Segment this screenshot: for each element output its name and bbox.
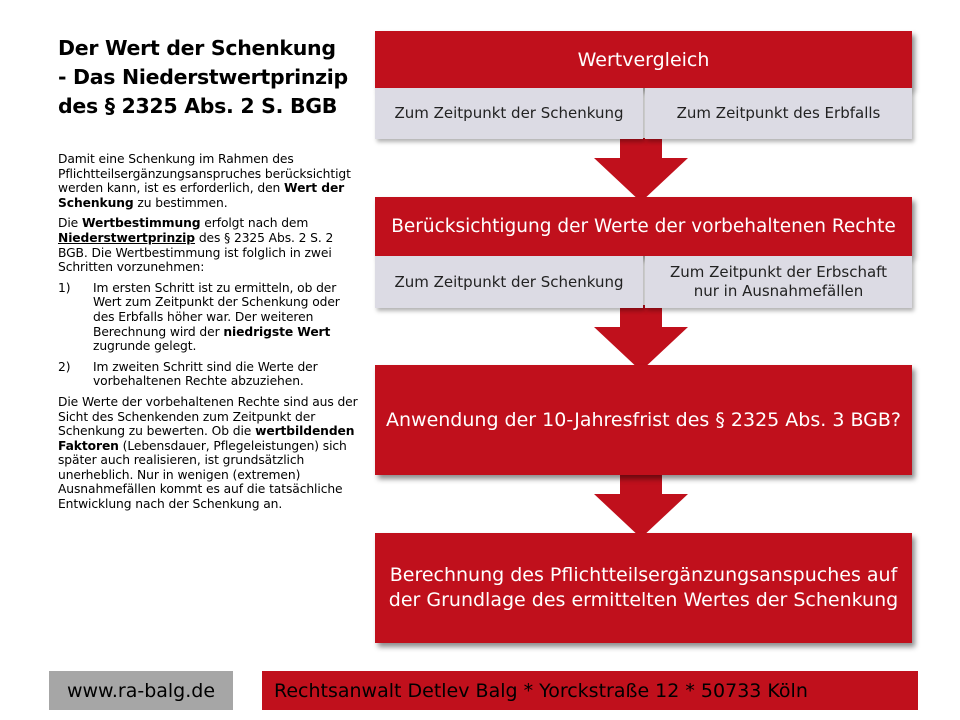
paragraph-2-text-e: des § 2325 Abs. 2 S. 2 BGB. Die Wertbestimmung ist folglich in zwei Schritten vorzunehmen: [58,230,334,275]
flow-box-label: Berücksichtigung der Werte der vorbehaltenen Rechte [391,216,896,237]
list-item-1-bold: niedrigste Wert [223,324,331,339]
flow-arrow-down-icon [594,470,688,538]
flow-sub-box [375,256,643,308]
paragraph-2-text-a: Die [58,216,82,231]
flow-box-label: Berechnung des Pflichtteilsergänzungsanspuches auf [389,564,898,586]
flow-box-wertvergleich [375,31,912,88]
paragraph-2-bold-underline: Niederstwertprinzip [58,230,196,245]
flow-sub-box-label: Zum Zeitpunkt des Erbfalls [676,104,881,122]
footer-address-text: Rechtsanwalt Detlev Balg * Yorckstraße 12 * 50733 Köln [274,679,808,702]
list-item-1-text-c: zugrunde gelegt. [93,339,197,354]
body-text [58,152,358,518]
paragraph-1 [58,152,358,210]
flow-sub-box-label: nur in Ausnahmefällen [693,282,864,300]
flow-box-jahresfrist [375,365,912,475]
page-title [58,34,358,121]
flow-sub-box-label: Zum Zeitpunkt der Erbschaft [669,263,888,281]
flow-box-berechnung [375,533,912,643]
title-line-2: - Das Niederstwertprinzip [58,65,348,89]
footer-address [262,671,918,710]
paragraph-3 [58,395,358,512]
flow-box-vorbehaltene-rechte [375,197,912,256]
paragraph-2-bold-1: Wertbestimmung [81,216,201,231]
paragraph-3-text-c: (Lebensdauer, Pflegeleistungen) sich später auch realisieren, ist grundsätzlich unerheblich. Nur in wenigen (extremen) Ausnahmefällen kommt es auf die tatsächliche Entwicklung nach der Schenkung an. [58,438,347,512]
flow-sub-box-label: Zum Zeitpunkt der Schenkung [394,272,624,291]
flow-box-label: Anwendung der 10-Jahresfrist des § 2325 Abs. 3 BGB? [385,409,901,431]
paragraph-2-text-c: erfolgt nach dem [200,216,309,231]
paragraph-1-text-a: Damit eine Schenkung im Rahmen des Pflichtteilsergänzungsanspruches berücksichtigt werden kann, ist es erforderlich, den [58,152,351,196]
title-line-3: des § 2325 Abs. 2 S. BGB [58,94,338,118]
list-item-1-text-a: Im ersten Schritt ist zu ermitteln, ob der Wert zum Zeitpunkt der Schenkung oder des Erbfalls höher war. Der weiteren Berechnung wird der [93,280,340,339]
flow-sub-box [375,88,643,139]
flow-arrow-down-icon [594,305,688,371]
paragraph-3-bold: wertbildenden Faktoren [58,424,355,453]
list-item-number: 2) [58,359,71,374]
list-item [58,360,358,389]
paragraph-3-text-a: Die Werte der vorbehaltenen Rechte sind aus der Sicht des Schenkenden zum Zeitpunkt der Schenkung zu bewerten. Ob die [58,394,358,439]
steps-list [58,281,358,389]
paragraph-1-bold: Wert der Schenkung [58,181,345,210]
flow-sub-box-label: Zum Zeitpunkt der Schenkung [394,104,624,122]
paragraph-1-text-c: zu bestimmen. [133,195,228,210]
list-item [58,281,358,354]
list-item-number: 1) [58,280,71,295]
paragraph-2 [58,216,358,274]
flow-arrow-down-icon [594,138,688,202]
list-item-2-text: Im zweiten Schritt sind die Werte der vorbehaltenen Rechte abzuziehen. [93,359,318,389]
flow-box-label: Wertvergleich [577,48,710,71]
footer-website [49,671,233,710]
flow-sub-box [645,88,912,139]
title-line-1: Der Wert der Schenkung [58,36,336,60]
flow-sub-box [645,256,912,308]
flow-box-label: der Grundlage des ermittelten Wertes der Schenkung [388,589,899,611]
footer-website-text: www.ra-balg.de [66,679,216,702]
